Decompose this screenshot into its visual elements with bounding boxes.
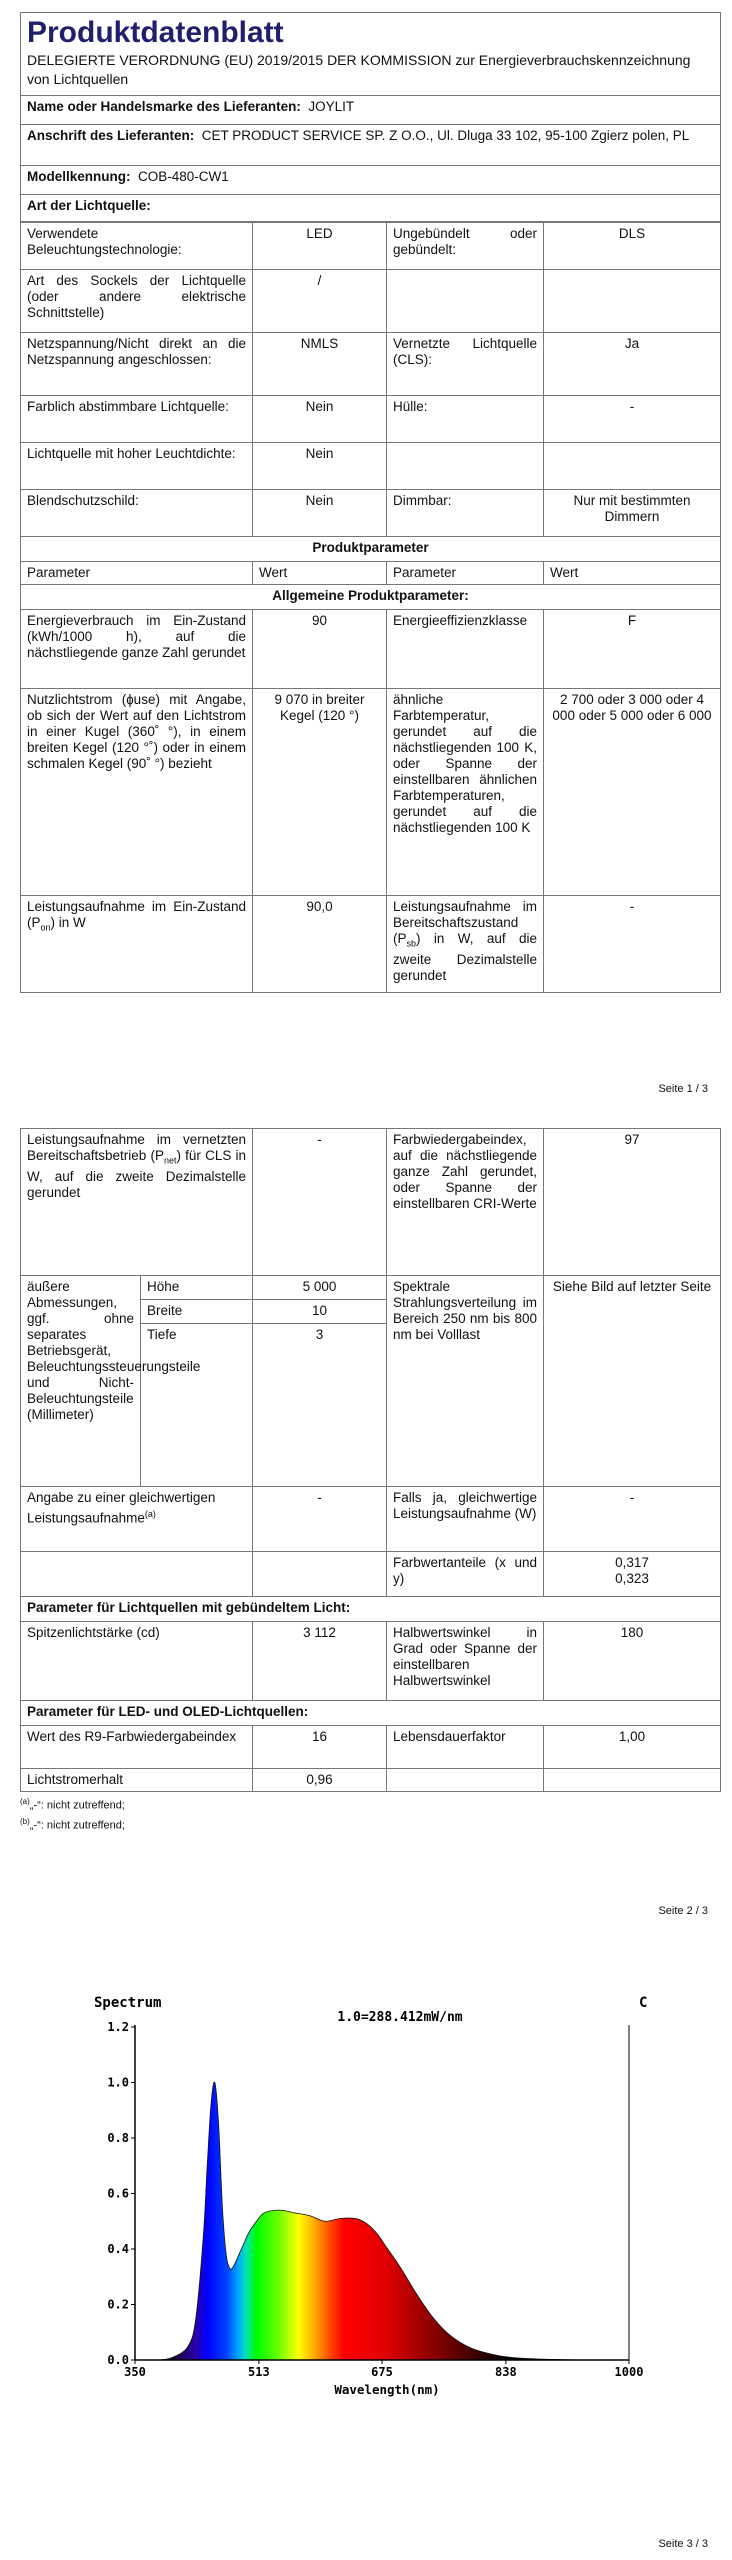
colour-tuneable-label: Farblich abstimmbare Lichtquelle: bbox=[21, 396, 253, 443]
table-row bbox=[21, 223, 721, 270]
chromaticity-value: 0,317 0,323 bbox=[544, 1552, 721, 1597]
high-luminance-label: Lichtquelle mit hoher Leuchtdichte: bbox=[21, 443, 253, 490]
y-tick-label: 0.0 bbox=[107, 2353, 129, 2367]
lightsource-table bbox=[20, 222, 721, 993]
parameters-table-continued bbox=[20, 1128, 721, 1792]
lightsource-heading: Art der Lichtquelle: bbox=[21, 195, 721, 222]
directional-parameters-heading: Parameter für Lichtquellen mit gebündeltem Licht: bbox=[21, 1597, 721, 1622]
product-parameters-heading: Produktparameter bbox=[21, 537, 721, 562]
peak-intensity-value: 3 112 bbox=[253, 1622, 387, 1701]
spectral-distribution-label: Spektrale Strahlungsverteilung im Bereich 250 nm bis 800 nm bei Volllast bbox=[387, 1276, 544, 1487]
equivalent-power-w-value: - bbox=[544, 1487, 721, 1552]
x-axis-label: Wavelength(nm) bbox=[334, 2382, 440, 2397]
table-row bbox=[21, 896, 721, 993]
envelope-value: - bbox=[544, 396, 721, 443]
mains-label: Netzspannung/Nicht direkt an die Netzspannung angeschlossen: bbox=[21, 333, 253, 396]
table-row bbox=[21, 1726, 721, 1769]
table-row bbox=[21, 490, 721, 537]
power-standby-label: Leistungsaufnahme im Bereitschaftszustand $(P_{sb})$ in W, auf die zweite Dezimalstelle gerundet bbox=[387, 896, 544, 993]
supplier-address-value: CET PRODUCT SERVICE SP. Z O.O., Ul. Dluga 33 102, 95-100 Zgierz polen, PL bbox=[201, 128, 690, 143]
directional-value: DLS bbox=[544, 223, 721, 270]
y-tick-label: 1.2 bbox=[107, 2020, 129, 2034]
supplier-name-label: Name oder Handelsmarke des Lieferanten: bbox=[27, 99, 301, 114]
table-row bbox=[21, 1769, 721, 1792]
column-header-value-2: Wert bbox=[544, 562, 721, 585]
chart-corner-label: C bbox=[639, 1995, 648, 2011]
antiglare-value: Nein bbox=[253, 490, 387, 537]
page-title: Produktdatenblatt bbox=[27, 16, 284, 49]
cri-label: Farbwiedergabeindex, auf die nächstliegende ganze Zahl gerundet, oder Spanne der einstellbaren CRI-Werte bbox=[387, 1129, 544, 1276]
cct-value: 2 700 oder 3 000 oder 4 000 oder 5 000 oder 6 000 bbox=[544, 689, 721, 896]
spectrum-chart bbox=[90, 1992, 650, 2402]
beam-angle-value: 180 bbox=[544, 1622, 721, 1701]
table-row bbox=[21, 1622, 721, 1701]
table-row bbox=[21, 1129, 721, 1276]
envelope-label: Hülle: bbox=[387, 396, 544, 443]
lighting-technology-label: Verwendete Beleuchtungstechnologie: bbox=[21, 223, 253, 270]
table-row bbox=[21, 396, 721, 443]
table-row bbox=[21, 689, 721, 896]
dimmable-value: Nur mit bestimmten Dimmern bbox=[544, 490, 721, 537]
equivalent-power-label: Angabe zu einer gleichwertigen Leistungsaufnahme$^{(a)}$ bbox=[21, 1487, 253, 1552]
page-number-3: Seite 3 / 3 bbox=[658, 2538, 708, 2550]
y-tick-label: 0.4 bbox=[107, 2242, 129, 2256]
model-label: Modellkennung: bbox=[27, 169, 131, 184]
equivalent-power-value: - bbox=[253, 1487, 387, 1552]
table-row bbox=[21, 610, 721, 689]
cls-label: Vernetzte Lichtquelle (CLS): bbox=[387, 333, 544, 396]
r9-label: Wert des R9-Farbwiedergabeindex bbox=[21, 1726, 253, 1769]
page-number-1: Seite 1 / 3 bbox=[658, 1083, 708, 1095]
cls-value: Ja bbox=[544, 333, 721, 396]
cap-type-value: / bbox=[253, 270, 387, 333]
dimensions-label: äußere Abmessungen, ggf. ohne separates Betriebsgerät, Beleuchtungssteuerungsteile und Nicht-Beleuchtungsteile (Millimeter) bbox=[21, 1276, 141, 1487]
led-parameters-heading: Parameter für LED- und OLED-Lichtquellen: bbox=[21, 1701, 721, 1726]
x-tick-label: 838 bbox=[495, 2365, 517, 2379]
peak-intensity-label: Spitzenlichtstärke (cd) bbox=[21, 1622, 253, 1701]
y-tick-label: 0.8 bbox=[107, 2131, 129, 2145]
lighting-technology-value: LED bbox=[253, 223, 387, 270]
mains-value: NMLS bbox=[253, 333, 387, 396]
colour-tuneable-value: Nein bbox=[253, 396, 387, 443]
datasheet-page-1 bbox=[20, 12, 720, 993]
model-value: COB-480-CW1 bbox=[138, 169, 229, 184]
x-tick-label: 513 bbox=[248, 2365, 270, 2379]
column-header-parameter-2: Parameter bbox=[387, 562, 544, 585]
column-header-parameter: Parameter bbox=[21, 562, 253, 585]
energy-class-value: F bbox=[544, 610, 721, 689]
antiglare-label: Blendschutzschild: bbox=[21, 490, 253, 537]
table-row bbox=[21, 443, 721, 490]
directional-label: Ungebündelt oder gebündelt: bbox=[387, 223, 544, 270]
footnote-b: $^{(b)}$„-“: nicht zutreffend; bbox=[20, 1816, 125, 1832]
useful-flux-value: 9 070 in breiter Kegel (120 °) bbox=[253, 689, 387, 896]
y-tick-label: 0.2 bbox=[107, 2297, 129, 2312]
chart-scale-note: 1.0=288.412mW/nm bbox=[337, 2010, 463, 2025]
height-value: 5 000 bbox=[253, 1276, 387, 1300]
x-tick-label: 350 bbox=[124, 2365, 146, 2379]
supplier-address-label: Anschrift des Lieferanten: bbox=[27, 128, 195, 143]
useful-flux-label: Nutzlichtstrom (ɸuse) mit Angabe, ob sich der Wert auf den Lichtstrom in einer Kugel (360˚ °), in einem breiten Kegel (120 °˚) oder in einem schmalen Kegel (90˚ °) bezieht bbox=[21, 689, 253, 896]
footnote-a: $^{(a)}$„-“: nicht zutreffend; bbox=[20, 1797, 125, 1812]
header-table bbox=[20, 12, 721, 222]
y-tick-label: 1.0 bbox=[107, 2075, 129, 2090]
cct-label: ähnliche Farbtemperatur, gerundet auf die nächstliegenden 100 K, oder Spanne der einstellbaren ähnlichen Farbtemperaturen, gerundet auf die nächstliegenden 100 K bbox=[387, 689, 544, 896]
networked-standby-label: Leistungsaufnahme im vernetzten Bereitschaftsbetrieb $(P_{net})$ für CLS in W, auf die zweite Dezimalstelle gerundet bbox=[21, 1129, 253, 1276]
x-tick-label: 675 bbox=[371, 2365, 393, 2379]
power-standby-value: - bbox=[544, 896, 721, 993]
width-value: 10 bbox=[253, 1300, 387, 1324]
height-label: Höhe bbox=[141, 1276, 253, 1300]
cri-value: 97 bbox=[544, 1129, 721, 1276]
survival-factor-label: Lebensdauerfaktor bbox=[387, 1726, 544, 1769]
table-row bbox=[21, 270, 721, 333]
r9-value: 16 bbox=[253, 1726, 387, 1769]
column-header-value: Wert bbox=[253, 562, 387, 585]
x-tick-label: 1000 bbox=[614, 2365, 644, 2379]
survival-factor-value: 1,00 bbox=[544, 1726, 721, 1769]
table-row bbox=[21, 1552, 721, 1597]
power-on-label: Leistungsaufnahme im Ein-Zustand $(P_{on})$ in W bbox=[21, 896, 253, 993]
regulation-subtitle: DELEGIERTE VERORDNUNG (EU) 2019/2015 DER KOMMISSION zur Energieverbrauchskennzeichnung von Lichtquellen bbox=[27, 52, 691, 87]
general-parameters-heading: Allgemeine Produktparameter: bbox=[21, 585, 721, 610]
width-label: Breite bbox=[141, 1300, 253, 1324]
table-row bbox=[21, 1487, 721, 1552]
table-row bbox=[21, 1276, 721, 1300]
cap-type-label: Art des Sockels der Lichtquelle (oder andere elektrische Schnittstelle) bbox=[21, 270, 253, 333]
chart-title: Spectrum bbox=[94, 1995, 162, 2011]
energy-consumption-value: 90 bbox=[253, 610, 387, 689]
depth-label: Tiefe bbox=[141, 1324, 253, 1487]
high-luminance-value: Nein bbox=[253, 443, 387, 490]
dimmable-label: Dimmbar: bbox=[387, 490, 544, 537]
energy-consumption-label: Energieverbrauch im Ein-Zustand (kWh/1000 h), auf die nächstliegende ganze Zahl gerundet bbox=[21, 610, 253, 689]
page-number-2: Seite 2 / 3 bbox=[658, 1905, 708, 1917]
lumen-maintenance-label: Lichtstromerhalt bbox=[21, 1769, 253, 1792]
datasheet-page-2 bbox=[20, 1128, 720, 1833]
beam-angle-label: Halbwertswinkel in Grad oder Spanne der einstellbaren Halbwertswinkel bbox=[387, 1622, 544, 1701]
chromaticity-label: Farbwertanteile (x und y) bbox=[387, 1552, 544, 1597]
power-on-value: 90,0 bbox=[253, 896, 387, 993]
y-tick-label: 0.6 bbox=[107, 2186, 129, 2201]
supplier-name-value: JOYLIT bbox=[308, 99, 355, 114]
equivalent-power-w-label: Falls ja, gleichwertige Leistungsaufnahme (W) bbox=[387, 1487, 544, 1552]
networked-standby-value: - bbox=[253, 1129, 387, 1276]
depth-value: 3 bbox=[253, 1324, 387, 1487]
spectral-distribution-value: Siehe Bild auf letzter Seite bbox=[544, 1276, 721, 1487]
lumen-maintenance-value: 0,96 bbox=[253, 1769, 387, 1792]
energy-class-label: Energieeffizienzklasse bbox=[387, 610, 544, 689]
table-row bbox=[21, 333, 721, 396]
table-header-row bbox=[21, 562, 721, 585]
